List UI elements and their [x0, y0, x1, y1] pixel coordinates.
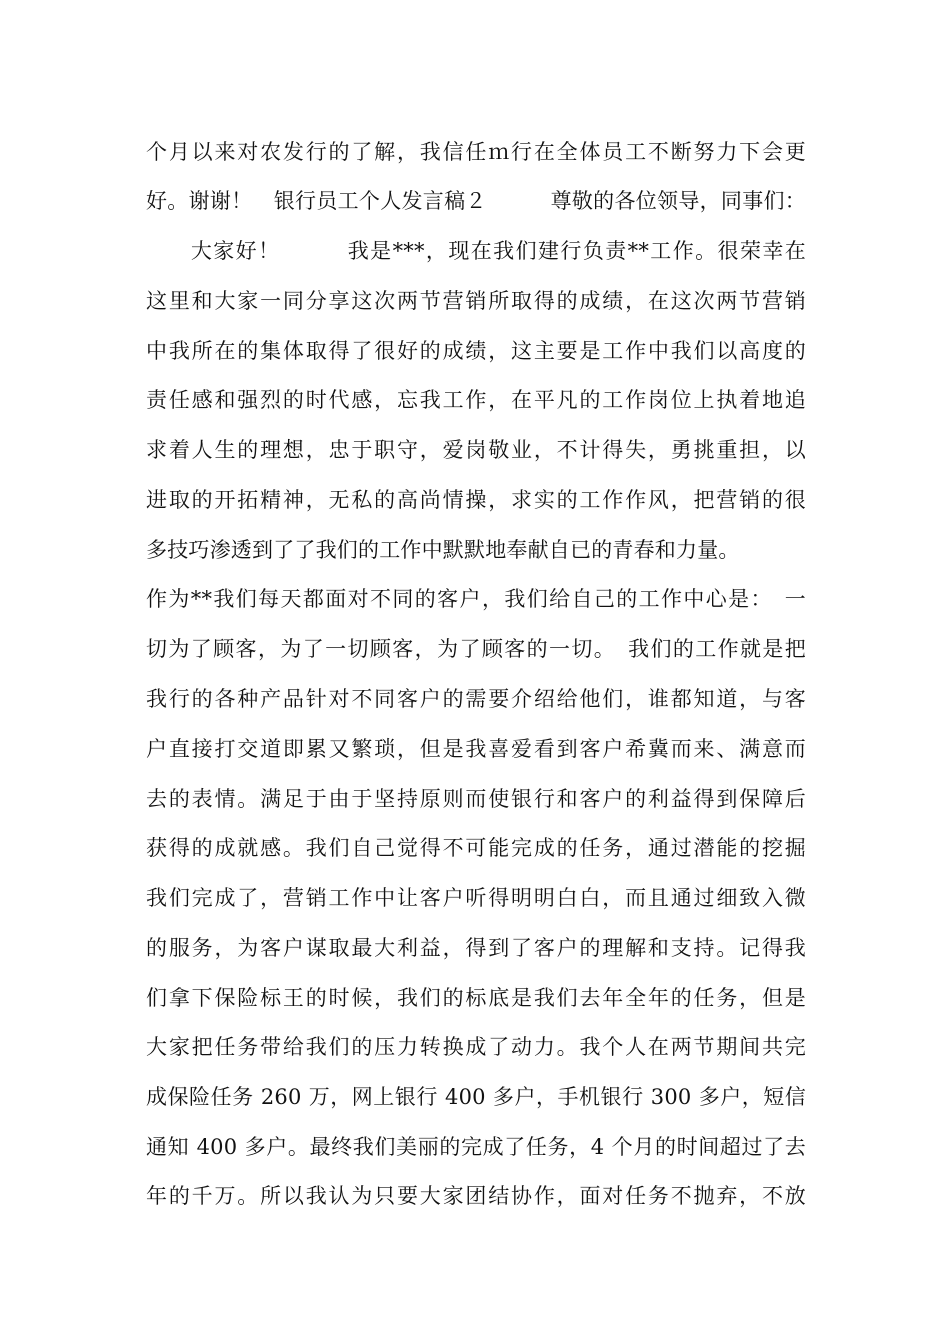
text-line: 责任感和强烈的时代感，忘我工作，在平凡的工作岗位上执着地追: [146, 388, 806, 412]
text-line: 好。谢谢！ 银行员工个人发言稿２ 尊敬的各位领导，同事们：: [146, 189, 806, 213]
text-line: 们拿下保险标王的时候，我们的标底是我们去年全年的任务，但是: [146, 986, 806, 1010]
text-line: 的服务，为客户谋取最大利益，得到了客户的理解和支持。记得我: [146, 936, 806, 960]
text-line: 我们完成了，营销工作中让客户听得明明白白，而且通过细致入微: [146, 886, 806, 910]
text-line: 多技巧渗透到了了我们的工作中默默地奉献自已的青春和力量。: [146, 538, 740, 562]
text-line: 去的表情。满足于由于坚持原则而使银行和客户的利益得到保障后: [146, 787, 806, 811]
text-line: 户直接打交道即累又繁琐，但是我喜爱看到客户希冀而来、满意而: [146, 737, 806, 761]
text-line: 进取的开拓精神，无私的高尚情操，求实的工作作风，把营销的很: [146, 488, 806, 512]
text-line: 大家好！ 我是***，现在我们建行负责**工作。很荣幸在: [146, 239, 806, 263]
text-line: 切为了顾客，为了一切顾客，为了顾客的一切。 我们的工作就是把: [146, 637, 806, 661]
text-line: 我行的各种产品针对不同客户的需要介绍给他们，谁都知道，与客: [146, 687, 806, 711]
text-line: 个月以来对农发行的了解，我信任ｍ行在全体员工不断努力下会更: [146, 140, 806, 164]
text-line: 这里和大家一同分享这次两节营销所取得的成绩，在这次两节营销: [146, 289, 806, 313]
text-line: 求着人生的理想，忠于职守，爱岗敬业，不计得失，勇挑重担，以: [146, 438, 806, 462]
text-line: 年的千万。所以我认为只要大家团结协作，面对任务不抛弃，不放: [146, 1184, 806, 1208]
text-line: 中我所在的集体取得了很好的成绩，这主要是工作中我们以高度的: [146, 339, 806, 363]
text-line: 获得的成就感。我们自己觉得不可能完成的任务，通过潜能的挖掘: [146, 836, 806, 860]
text-line: 成保险任务 260 万，网上银行 400 多户，手机银行 300 多户，短信: [146, 1085, 806, 1109]
text-line: 大家把任务带给我们的压力转换成了动力。我个人在两节期间共完: [146, 1035, 806, 1059]
text-line: 通知 400 多户。最终我们美丽的完成了任务，4 个月的时间超过了去: [146, 1135, 806, 1159]
text-line: 作为**我们每天都面对不同的客户，我们给自己的工作中心是： 一: [146, 587, 806, 611]
